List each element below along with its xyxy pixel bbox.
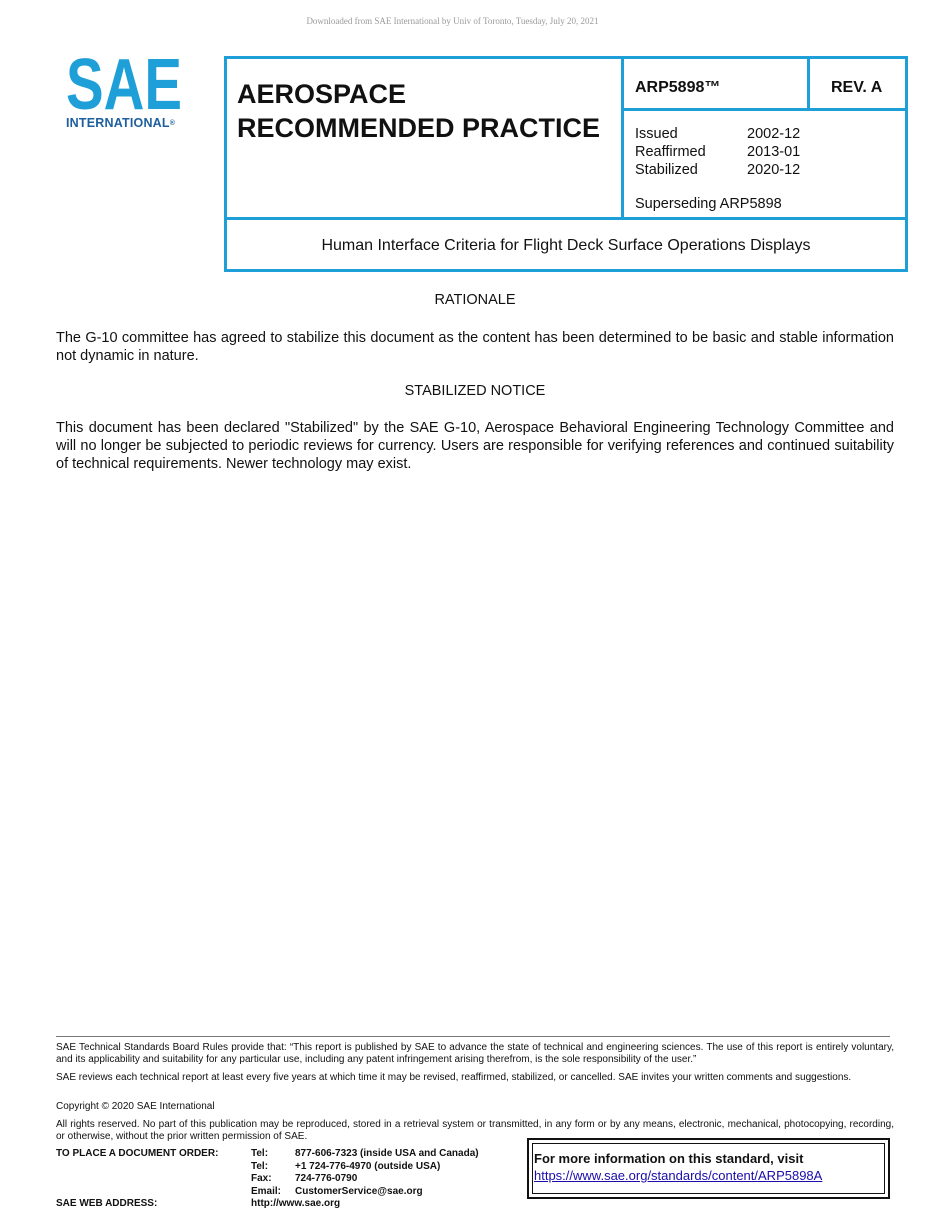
customer-service-email[interactable]: CustomerService@sae.org [295,1185,423,1197]
document-dates [635,125,800,179]
document-type: AEROSPACE RECOMMENDED PRACTICE [237,79,601,143]
contact-row: Tel: +1 724-776-4970 (outside USA) [251,1160,441,1172]
rationale-heading: RATIONALE [434,292,516,308]
document-number: ARP5898™ [635,79,721,96]
order-label: TO PLACE A DOCUMENT ORDER: [56,1148,219,1159]
logo-subtitle: INTERNATIONAL® [66,116,176,130]
stabilized-notice-heading: STABILIZED NOTICE [404,383,546,399]
download-note: Downloaded from SAE International by Univ of Toronto, Tuesday, July 20, 2021 [306,16,599,26]
footer-rule [56,1036,890,1037]
sae-logo-mark [66,54,184,112]
web-address-label: SAE WEB ADDRESS: [56,1198,158,1209]
rights-reserved: All rights reserved. No part of this publication may be reproduced, stored in a retrieval system or transmitted, in any form or by any means, electronic, mechanical, photocopying, recording, or otherwise, without the prior written permission of SAE. [56,1119,894,1142]
contact-row: Tel: 877-606-7323 (inside USA and Canada) [251,1148,479,1159]
header-divider [807,59,810,109]
order-contacts [251,1148,511,1198]
date-row: Issued 2002-12 [635,126,801,142]
sae-wordmark: SAE [66,54,182,112]
header-divider [227,217,905,220]
rationale-text: The G-10 committee has agreed to stabilize this document as the content has been determined to be basic and stable information not dynamic in nature. [56,330,894,364]
document-header [224,56,908,272]
copyright: Copyright © 2020 SAE International [56,1101,215,1112]
more-info-box [527,1138,890,1199]
review-policy: SAE reviews each technical report at least every five years at which time it may be revised, reaffirmed, stabilized, or cancelled. SAE invites your written comments and suggestions. [56,1072,852,1083]
web-address-link[interactable]: http://www.sae.org [251,1198,341,1209]
contact-row: Fax: 724-776-0790 [251,1173,358,1184]
contact-row: Email: CustomerService@sae.org [251,1185,423,1197]
header-divider [621,59,624,218]
stabilized-notice-text: This document has been declared "Stabilized" by the SAE G-10, Aerospace Behavioral Engineering Technology Committee and will no longer be subjected to periodic reviews for currency. Users are responsible for verifying references and continued suitability of technical requirements. Newer technology may exist. [56,420,894,472]
header-divider [621,108,905,111]
registered-mark: ® [169,120,176,128]
standard-link[interactable]: https://www.sae.org/standards/content/ARP5898A [534,1168,823,1183]
more-info-title: For more information on this standard, visit [534,1151,804,1166]
superseding-note: Superseding ARP5898 [635,196,782,212]
document-title: Human Interface Criteria for Flight Deck Surface Operations Displays [321,237,811,254]
sae-logo [66,54,190,134]
revision-label: REV. A [831,79,883,96]
date-row: Reaffirmed 2013-01 [635,144,801,160]
standards-board-rules: SAE Technical Standards Board Rules provide that: “This report is published by SAE to advance the state of technical and engineering sciences. The use of this report is entirely voluntary, and its applicability and suitability for any particular use, including any patent infringement arising therefrom, is the sole responsibility of the user.” [56,1042,894,1065]
date-row: Stabilized 2020-12 [635,162,801,178]
